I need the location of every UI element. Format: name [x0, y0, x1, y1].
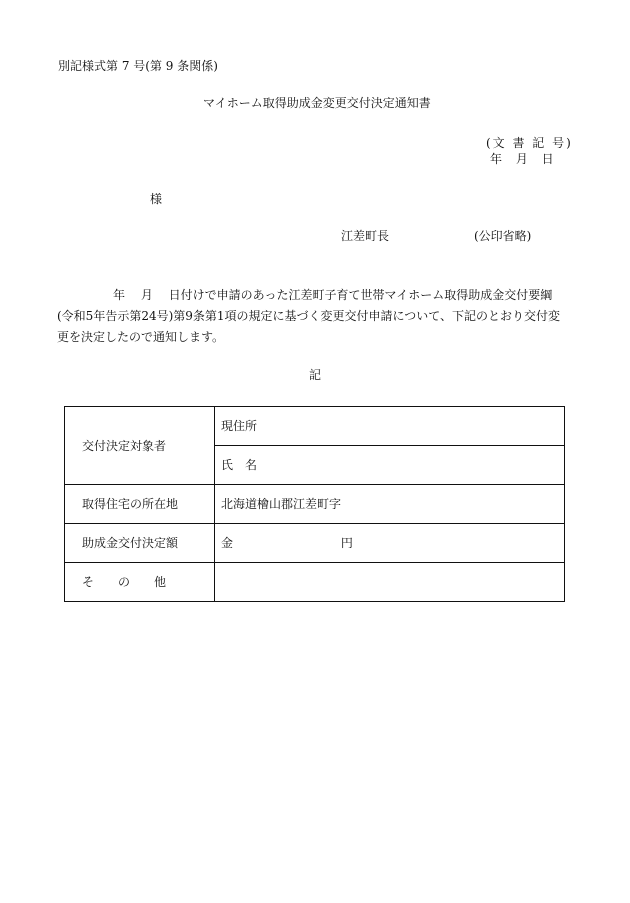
other-value-cell — [215, 563, 565, 602]
target-label-cell: 交付決定対象者 — [65, 407, 215, 485]
body-line: 更を決定したので通知します。 — [57, 330, 225, 344]
body-line: (令和5年告示第24号)第9条第1項の規定に基づく変更交付申請について、下記のとおり交付変 — [57, 309, 561, 323]
location-label-cell: 取得住宅の所在地 — [65, 485, 215, 524]
body-line: 年 月 日付けで申請のあった江差町子育て世帯マイホーム取得助成金交付要綱 — [113, 288, 553, 302]
amount-unit: 円 — [340, 536, 353, 550]
amount-value-cell — [215, 524, 565, 563]
amount-label-cell: 助成金交付決定額 — [65, 524, 215, 563]
body-paragraph — [57, 289, 597, 352]
seal-omitted-note: (公印省略) — [474, 229, 532, 243]
table-row — [65, 524, 565, 563]
address-cell: 現住所 — [215, 407, 565, 446]
location-value-cell: 北海道檜山郡江差町字 — [215, 485, 565, 524]
addressee-honorific: 様 — [150, 192, 163, 206]
name-cell: 氏 名 — [215, 446, 565, 485]
issuer-name: 江差町長 — [341, 229, 390, 243]
table-row — [65, 563, 565, 602]
ki-heading: 記 — [309, 368, 322, 382]
other-label-cell: そ の 他 — [65, 563, 215, 602]
document-number: (文 書 記 号) — [486, 136, 573, 150]
form-reference: 別記様式第 7 号(第 9 条関係) — [58, 59, 218, 73]
table-row — [65, 485, 565, 524]
amount-prefix: 金 — [221, 536, 234, 550]
table-row — [65, 407, 565, 446]
document-date: 年 月 日 — [490, 152, 554, 166]
decision-details-table — [64, 406, 565, 602]
document-title: マイホーム取得助成金変更交付決定通知書 — [203, 96, 431, 110]
